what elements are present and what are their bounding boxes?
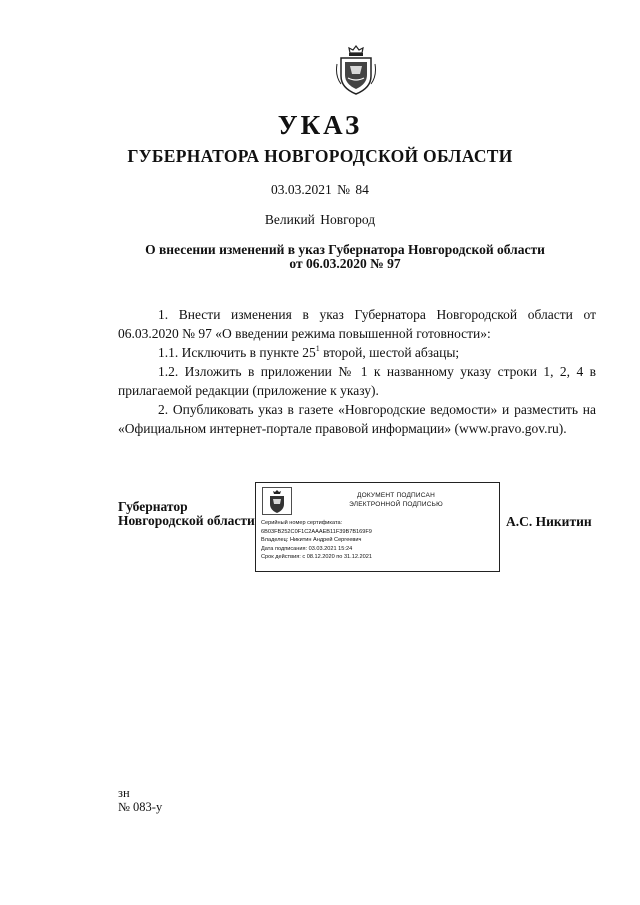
executor-initials: зн <box>118 786 130 800</box>
stamp-serial-label: Серийный номер сертификата: <box>261 520 343 526</box>
document-number: № 84 <box>337 182 369 197</box>
heading-line-2: от 06.03.2020 № 97 <box>289 256 401 271</box>
paragraph-1-1-text: 1.1. Исключить в пункте 25 <box>158 345 316 360</box>
paragraph-1: 1. Внести изменения в указ Губернатора Новгородской области от 06.03.2020 № 97 «О введении режима повышенной готовности»: <box>118 307 596 341</box>
stamp-details <box>261 519 372 562</box>
stamp-title <box>296 491 496 509</box>
signer-position <box>118 500 255 528</box>
stamp-owner: Владелец: Никитин Андрей Сергеевич <box>261 537 362 544</box>
signer-name: А.С. Никитин <box>506 514 592 529</box>
document-subtitle: ГУБЕРНАТОРА НОВГОРОДСКОЙ ОБЛАСТИ <box>127 146 513 166</box>
executor-block <box>118 786 162 814</box>
date-number-line <box>0 182 640 198</box>
paragraph-1-1 <box>118 343 596 362</box>
signer-position-line-2: Новгородской области <box>118 513 255 528</box>
document-body <box>118 305 596 438</box>
stamp-title-line-2: ЭЛЕКТРОННОЙ ПОДПИСЬЮ <box>349 501 443 508</box>
paragraph-2: 2. Опубликовать указ в газете «Новгородские ведомости» и разместить на «Официальном интернет-портале правовой информации» (www.pravo.gov.ru). <box>118 402 596 436</box>
electronic-signature-stamp <box>255 482 500 572</box>
stamp-serial: 6B03FB252C0F1C2AAAEB11F39B7B169F9 <box>261 528 372 535</box>
paragraph-1-2: 1.2. Изложить в приложении № 1 к названному указу строки 1, 2, 4 в прилагаемой редакции (приложение к указу). <box>118 364 596 398</box>
document-heading <box>115 243 575 271</box>
signer-position-line-1: Губернатор <box>118 499 188 514</box>
coat-of-arms-icon <box>335 44 377 96</box>
stamp-title-line-1: ДОКУМЕНТ ПОДПИСАН <box>357 492 435 499</box>
document-city: Великий Новгород <box>264 212 376 227</box>
stamp-coat-of-arms-icon <box>262 487 292 515</box>
stamp-signed-date: Дата подписания: 03.03.2021 15:24 <box>261 545 353 552</box>
heading-line-1: О внесении изменений в указ Губернатора Новгородской области <box>145 242 545 257</box>
document-date: 03.03.2021 <box>271 182 332 197</box>
document-title: УКАЗ <box>277 110 363 140</box>
stamp-validity: Срок действия: с 08.12.2020 по 31.12.2021 <box>261 554 372 561</box>
superscript: 1 <box>315 344 320 353</box>
executor-number: № 083-у <box>118 800 163 814</box>
paragraph-1-1-tail: второй, шестой абзацы; <box>319 345 460 360</box>
